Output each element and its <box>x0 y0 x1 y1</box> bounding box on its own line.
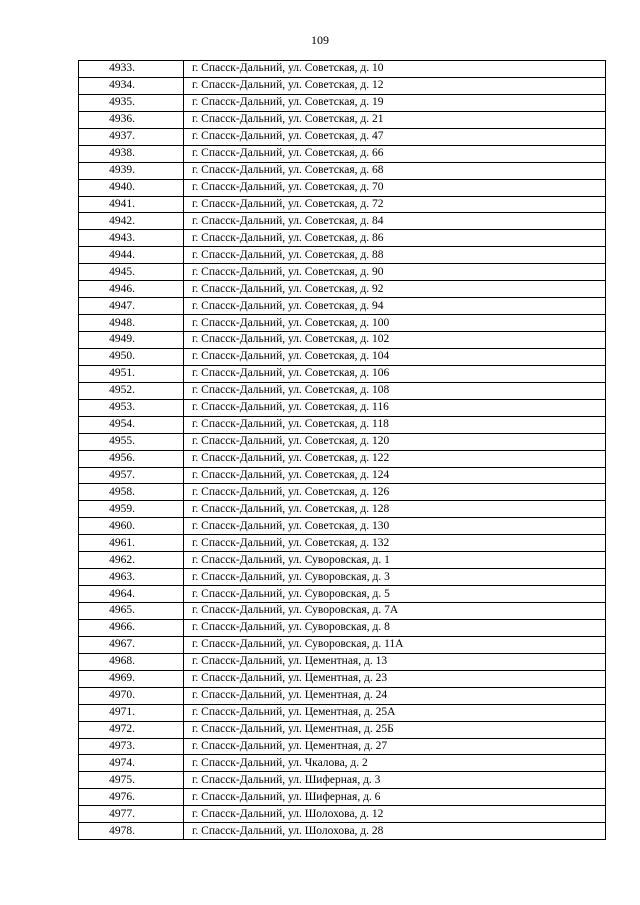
address-cell: г. Спасск-Дальний, ул. Советская, д. 130 <box>184 518 606 535</box>
table-row <box>79 94 606 111</box>
table-row <box>79 179 606 196</box>
address-cell: г. Спасск-Дальний, ул. Советская, д. 88 <box>184 247 606 264</box>
row-number-cell: 4942. <box>79 213 184 230</box>
address-cell: г. Спасск-Дальний, ул. Советская, д. 104 <box>184 348 606 365</box>
row-number-cell: 4934. <box>79 77 184 94</box>
table-row <box>79 467 606 484</box>
address-cell: г. Спасск-Дальний, ул. Советская, д. 84 <box>184 213 606 230</box>
address-cell: г. Спасск-Дальний, ул. Советская, д. 120 <box>184 433 606 450</box>
row-number-cell: 4957. <box>79 467 184 484</box>
address-table-body <box>79 61 606 840</box>
table-row <box>79 670 606 687</box>
page-number: 109 <box>311 33 329 47</box>
address-cell: г. Спасск-Дальний, ул. Советская, д. 118 <box>184 416 606 433</box>
row-number-cell: 4950. <box>79 348 184 365</box>
address-cell: г. Спасск-Дальний, ул. Советская, д. 19 <box>184 94 606 111</box>
address-cell: г. Спасск-Дальний, ул. Шиферная, д. 6 <box>184 789 606 806</box>
row-number-cell: 4949. <box>79 332 184 349</box>
row-number-cell: 4953. <box>79 399 184 416</box>
table-row <box>79 382 606 399</box>
row-number-cell: 4948. <box>79 315 184 332</box>
address-cell: г. Спасск-Дальний, ул. Советская, д. 12 <box>184 77 606 94</box>
table-row <box>79 772 606 789</box>
table-row <box>79 653 606 670</box>
address-cell: г. Спасск-Дальний, ул. Суворовская, д. 11А <box>184 636 606 653</box>
address-cell: г. Спасск-Дальний, ул. Цементная, д. 25Б <box>184 721 606 738</box>
table-row <box>79 755 606 772</box>
address-cell: г. Спасск-Дальний, ул. Цементная, д. 13 <box>184 653 606 670</box>
table-row <box>79 77 606 94</box>
table-row <box>79 738 606 755</box>
table-row <box>79 213 606 230</box>
address-cell: г. Спасск-Дальний, ул. Цементная, д. 25А <box>184 704 606 721</box>
row-number-cell: 4941. <box>79 196 184 213</box>
table-row <box>79 264 606 281</box>
table-row <box>79 416 606 433</box>
row-number-cell: 4970. <box>79 687 184 704</box>
table-row <box>79 399 606 416</box>
address-cell: г. Спасск-Дальний, ул. Советская, д. 92 <box>184 281 606 298</box>
row-number-cell: 4955. <box>79 433 184 450</box>
table-row <box>79 552 606 569</box>
table-row <box>79 111 606 128</box>
address-cell: г. Спасск-Дальний, ул. Советская, д. 90 <box>184 264 606 281</box>
table-row <box>79 230 606 247</box>
row-number-cell: 4967. <box>79 636 184 653</box>
address-cell: г. Спасск-Дальний, ул. Советская, д. 126 <box>184 484 606 501</box>
address-cell: г. Спасск-Дальний, ул. Советская, д. 102 <box>184 332 606 349</box>
row-number-cell: 4947. <box>79 298 184 315</box>
row-number-cell: 4972. <box>79 721 184 738</box>
table-row <box>79 315 606 332</box>
row-number-cell: 4978. <box>79 823 184 840</box>
table-row <box>79 687 606 704</box>
address-cell: г. Спасск-Дальний, ул. Советская, д. 72 <box>184 196 606 213</box>
table-row <box>79 721 606 738</box>
address-cell: г. Спасск-Дальний, ул. Советская, д. 21 <box>184 111 606 128</box>
row-number-cell: 4969. <box>79 670 184 687</box>
address-table <box>78 60 606 840</box>
table-row <box>79 619 606 636</box>
address-cell: г. Спасск-Дальний, ул. Шолохова, д. 28 <box>184 823 606 840</box>
table-row <box>79 704 606 721</box>
row-number-cell: 4973. <box>79 738 184 755</box>
row-number-cell: 4960. <box>79 518 184 535</box>
table-row <box>79 535 606 552</box>
table-row <box>79 484 606 501</box>
row-number-cell: 4943. <box>79 230 184 247</box>
row-number-cell: 4937. <box>79 128 184 145</box>
row-number-cell: 4956. <box>79 450 184 467</box>
address-cell: г. Спасск-Дальний, ул. Суворовская, д. 7А <box>184 603 606 620</box>
table-row <box>79 586 606 603</box>
row-number-cell: 4951. <box>79 365 184 382</box>
address-cell: г. Спасск-Дальний, ул. Советская, д. 100 <box>184 315 606 332</box>
table-row <box>79 569 606 586</box>
table-row <box>79 162 606 179</box>
row-number-cell: 4961. <box>79 535 184 552</box>
table-row <box>79 145 606 162</box>
table-row <box>79 636 606 653</box>
address-cell: г. Спасск-Дальний, ул. Советская, д. 66 <box>184 145 606 162</box>
address-cell: г. Спасск-Дальний, ул. Суворовская, д. 1 <box>184 552 606 569</box>
row-number-cell: 4936. <box>79 111 184 128</box>
table-row <box>79 789 606 806</box>
table-row <box>79 823 606 840</box>
row-number-cell: 4938. <box>79 145 184 162</box>
row-number-cell: 4940. <box>79 179 184 196</box>
row-number-cell: 4933. <box>79 61 184 78</box>
row-number-cell: 4976. <box>79 789 184 806</box>
table-row <box>79 298 606 315</box>
address-cell: г. Спасск-Дальний, ул. Суворовская, д. 5 <box>184 586 606 603</box>
row-number-cell: 4946. <box>79 281 184 298</box>
row-number-cell: 4968. <box>79 653 184 670</box>
row-number-cell: 4971. <box>79 704 184 721</box>
address-cell: г. Спасск-Дальний, ул. Цементная, д. 27 <box>184 738 606 755</box>
address-cell: г. Спасск-Дальний, ул. Советская, д. 68 <box>184 162 606 179</box>
table-row <box>79 450 606 467</box>
row-number-cell: 4977. <box>79 806 184 823</box>
address-cell: г. Спасск-Дальний, ул. Шолохова, д. 12 <box>184 806 606 823</box>
address-cell: г. Спасск-Дальний, ул. Советская, д. 108 <box>184 382 606 399</box>
row-number-cell: 4963. <box>79 569 184 586</box>
address-cell: г. Спасск-Дальний, ул. Шиферная, д. 3 <box>184 772 606 789</box>
table-row <box>79 332 606 349</box>
row-number-cell: 4966. <box>79 619 184 636</box>
address-cell: г. Спасск-Дальний, ул. Советская, д. 128 <box>184 501 606 518</box>
table-row <box>79 196 606 213</box>
row-number-cell: 4958. <box>79 484 184 501</box>
address-cell: г. Спасск-Дальний, ул. Цементная, д. 24 <box>184 687 606 704</box>
row-number-cell: 4939. <box>79 162 184 179</box>
row-number-cell: 4944. <box>79 247 184 264</box>
table-row <box>79 518 606 535</box>
table-row <box>79 501 606 518</box>
address-cell: г. Спасск-Дальний, ул. Советская, д. 132 <box>184 535 606 552</box>
table-row <box>79 365 606 382</box>
address-cell: г. Спасск-Дальний, ул. Советская, д. 47 <box>184 128 606 145</box>
row-number-cell: 4954. <box>79 416 184 433</box>
address-cell: г. Спасск-Дальний, ул. Советская, д. 106 <box>184 365 606 382</box>
row-number-cell: 4964. <box>79 586 184 603</box>
row-number-cell: 4959. <box>79 501 184 518</box>
row-number-cell: 4962. <box>79 552 184 569</box>
table-row <box>79 128 606 145</box>
address-cell: г. Спасск-Дальний, ул. Суворовская, д. 3 <box>184 569 606 586</box>
address-cell: г. Спасск-Дальний, ул. Советская, д. 86 <box>184 230 606 247</box>
address-cell: г. Спасск-Дальний, ул. Цементная, д. 23 <box>184 670 606 687</box>
row-number-cell: 4975. <box>79 772 184 789</box>
address-cell: г. Спасск-Дальний, ул. Суворовская, д. 8 <box>184 619 606 636</box>
row-number-cell: 4965. <box>79 603 184 620</box>
row-number-cell: 4974. <box>79 755 184 772</box>
address-cell: г. Спасск-Дальний, ул. Советская, д. 70 <box>184 179 606 196</box>
address-cell: г. Спасск-Дальний, ул. Советская, д. 10 <box>184 61 606 78</box>
address-cell: г. Спасск-Дальний, ул. Советская, д. 94 <box>184 298 606 315</box>
address-cell: г. Спасск-Дальний, ул. Советская, д. 116 <box>184 399 606 416</box>
row-number-cell: 4952. <box>79 382 184 399</box>
table-row <box>79 433 606 450</box>
address-cell: г. Спасск-Дальний, ул. Советская, д. 122 <box>184 450 606 467</box>
row-number-cell: 4935. <box>79 94 184 111</box>
table-row <box>79 806 606 823</box>
table-row <box>79 348 606 365</box>
table-row <box>79 281 606 298</box>
row-number-cell: 4945. <box>79 264 184 281</box>
table-row <box>79 603 606 620</box>
address-cell: г. Спасск-Дальний, ул. Чкалова, д. 2 <box>184 755 606 772</box>
table-row <box>79 247 606 264</box>
table-row <box>79 61 606 78</box>
address-cell: г. Спасск-Дальний, ул. Советская, д. 124 <box>184 467 606 484</box>
